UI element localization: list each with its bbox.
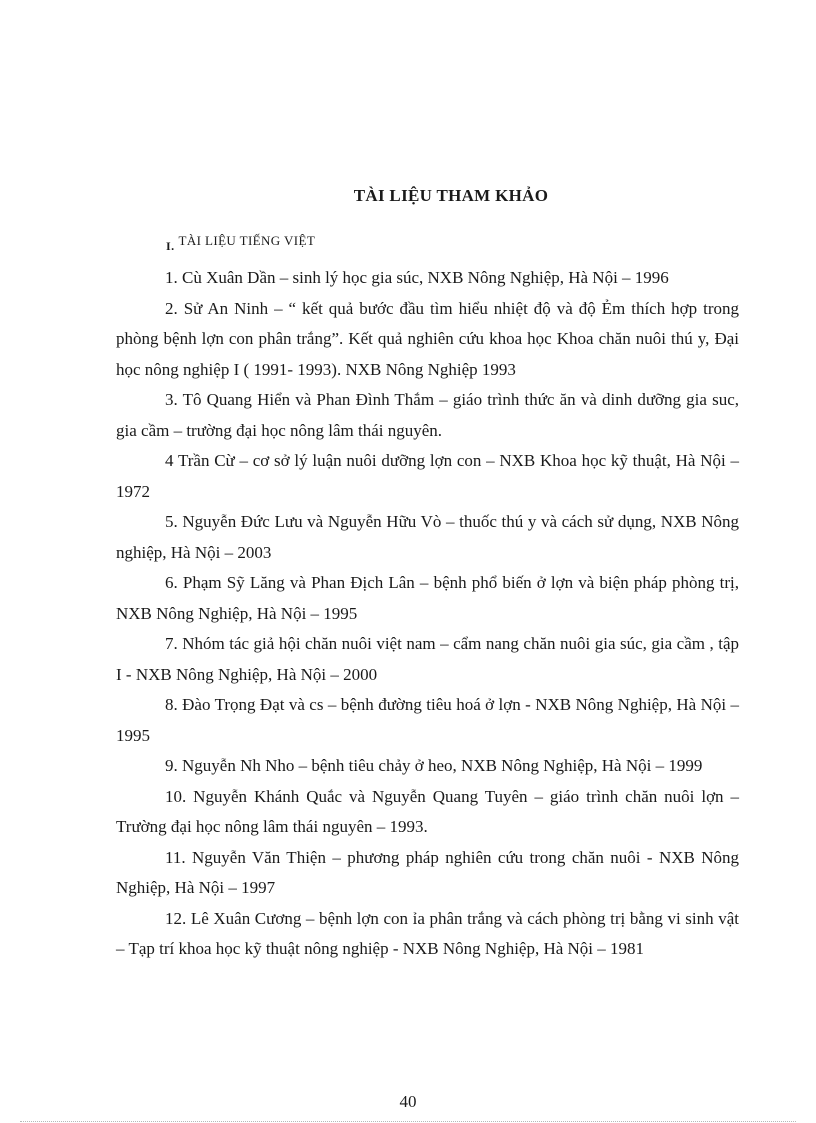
footer-divider bbox=[20, 1121, 796, 1122]
reference-item: 11. Nguyễn Văn Thiện – phương pháp nghiên cứu trong chăn nuôi - NXB Nông Nghiệp, Hà Nội – 1997 bbox=[116, 847, 739, 897]
reference-item: 8. Đào Trọng Đạt và cs – bệnh đường tiêu hoá ở lợn - NXB Nông Nghiệp, Hà Nội – 1995 bbox=[116, 695, 739, 745]
reference-item: 6. Phạm Sỹ Lăng và Phan Địch Lân – bệnh phổ biến ở lợn và biện pháp phòng trị, NXB Nông Nghiệp, Hà Nội – 1995 bbox=[116, 573, 739, 623]
section-heading bbox=[166, 233, 316, 253]
section-number: I. bbox=[166, 239, 175, 253]
reference-item: 9. Nguyễn Nh Nho – bệnh tiêu chảy ở heo, NXB Nông Nghiệp, Hà Nội – 1999 bbox=[165, 756, 703, 775]
reference-item: 1. Cù Xuân Dần – sinh lý học gia súc, NXB Nông Nghiệp, Hà Nội – 1996 bbox=[165, 268, 669, 287]
reference-item: 3. Tô Quang Hiển và Phan Đình Thắm – giáo trình thức ăn và dinh dưỡng gia suc, gia cầm – trường đại học nông lâm thái nguyên. bbox=[116, 390, 739, 440]
reference-item: 5. Nguyễn Đức Lưu và Nguyễn Hữu Vò – thuốc thú y và cách sử dụng, NXB Nông nghiệp, Hà Nội – 2003 bbox=[116, 512, 739, 562]
page-title: TÀI LIỆU THAM KHẢO bbox=[353, 186, 549, 205]
reference-list bbox=[116, 263, 739, 965]
page-number: 40 bbox=[399, 1092, 417, 1111]
reference-item: 12. Lê Xuân Cương – bệnh lợn con ỉa phân trắng và cách phòng trị bằng vi sinh vật – Tạp trí khoa học kỹ thuật nông nghiệp - NXB Nông Nghiệp, Hà Nội – 1981 bbox=[116, 908, 739, 958]
reference-item: 2. Sử An Ninh – “ kết quả bước đầu tìm hiểu nhiệt độ và độ Ẻm thích hợp trong phòng bệnh lợn con phân trắng”. Kết quả nghiên cứu khoa học Khoa chăn nuôi thú y, Đại học nông nghiệp I ( 1991- 1993). NXB Nông Nghiệp 1993 bbox=[116, 298, 739, 379]
reference-item: 7. Nhóm tác giả hội chăn nuôi việt nam – cẩm nang chăn nuôi gia súc, gia cầm , tập I - NXB Nông Nghiệp, Hà Nội – 2000 bbox=[116, 634, 739, 684]
section-label: TÀI LIỆU TIẾNG VIỆT bbox=[178, 233, 316, 248]
reference-item: 4 Trần Cừ – cơ sở lý luận nuôi dưỡng lợn con – NXB Khoa học kỹ thuật, Hà Nội – 1972 bbox=[116, 451, 739, 501]
reference-item: 10. Nguyễn Khánh Quắc và Nguyễn Quang Tuyên – giáo trình chăn nuôi lợn – Trường đại học nông lâm thái nguyên – 1993. bbox=[116, 786, 739, 836]
